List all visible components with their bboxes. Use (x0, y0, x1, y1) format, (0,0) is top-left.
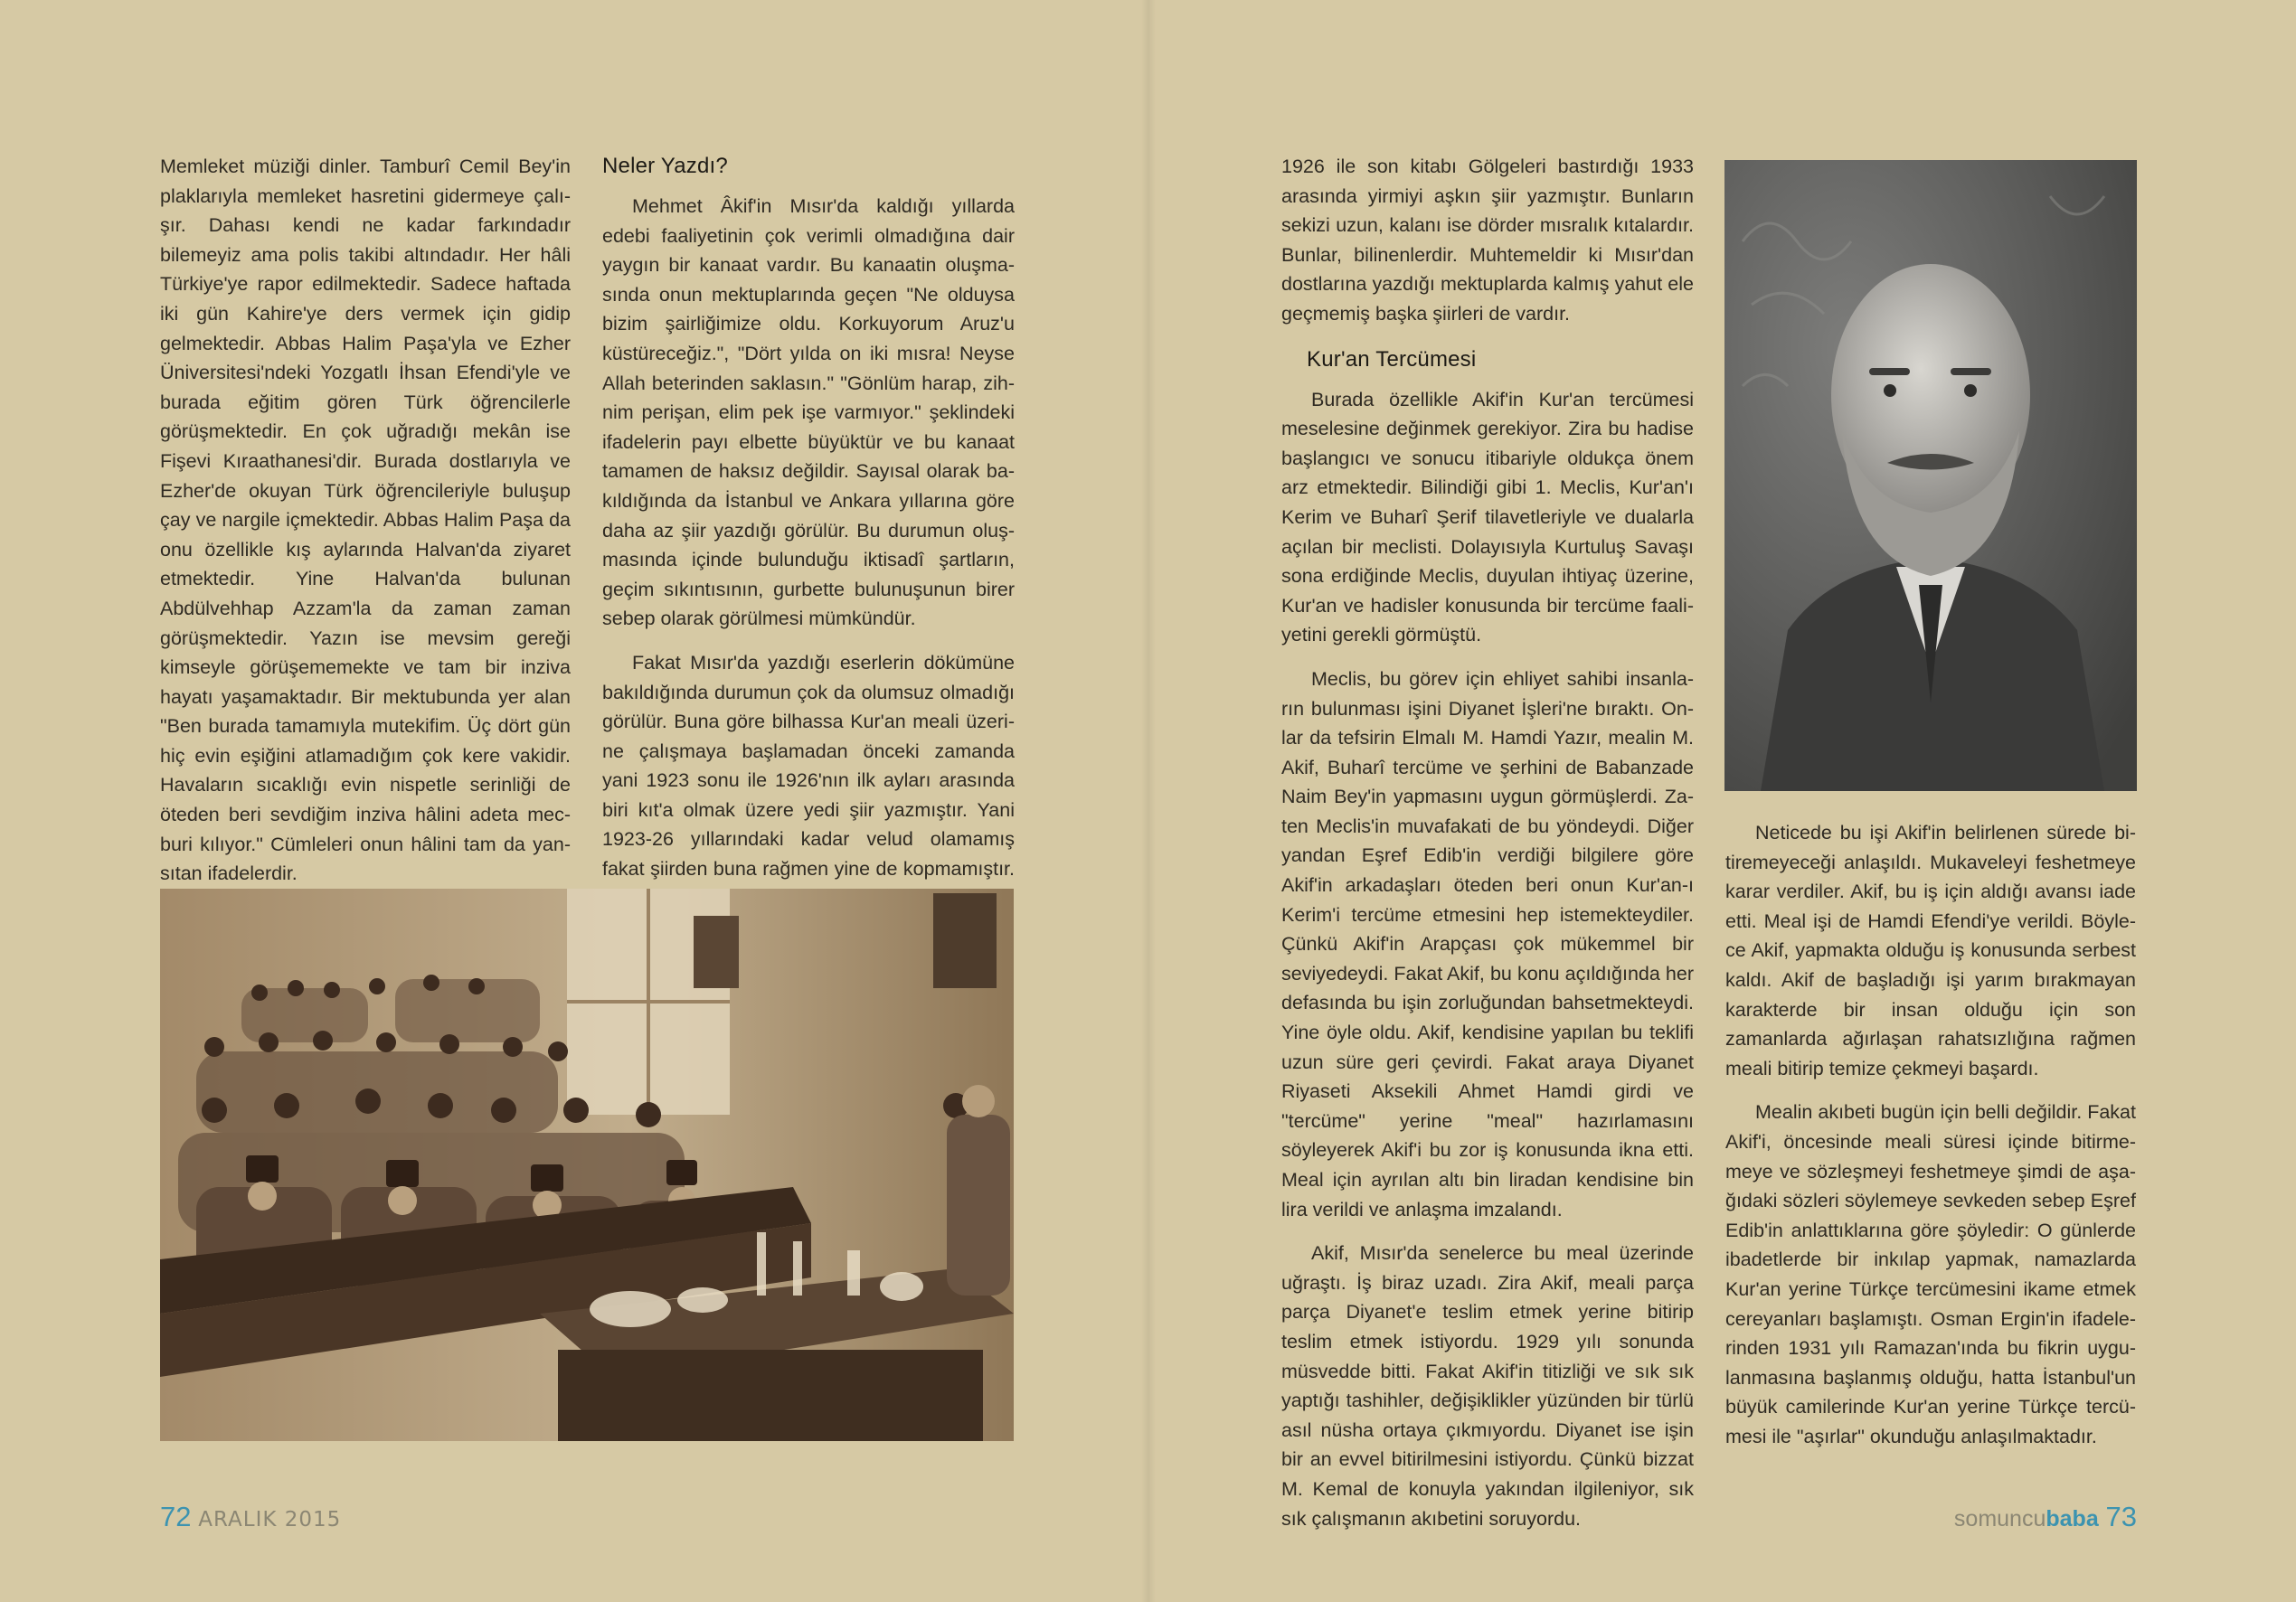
section-heading-neler-yazdi: Neler Yazdı? (602, 154, 728, 178)
body-paragraph: Neticede bu işi Akif'in belirlenen sürede bitiremeyeceği anlaşıldı. Mukaveleyi feshetmeye karar verdiler. Akif, bu iş için aldığı avansı iade etti. Meal işi de Hamdi Efendi'ye verildi. Böylece Akif, yapmakta olduğu iş konusunda serbest kaldı. Akif de başladığı işi yarım bırakmayan karakterde bir insan olduğu için son zamanlarda ağırlaşan rahatsızlığına rağmen meali bitirip temize çekmeyi başardı. (1725, 822, 2136, 1079)
page-number-right: 73 (2105, 1501, 2137, 1532)
magazine-brand-part1: somuncu (1953, 1506, 2046, 1531)
classroom-photo-illustration (160, 889, 1014, 1441)
magazine-brand-part2: baba (2046, 1506, 2099, 1531)
portrait-illustration (1724, 160, 2137, 791)
right-column-2 (1725, 818, 2136, 1451)
right-column-1 (1281, 152, 1694, 1533)
body-paragraph: Mehmet Âkif'in Mısır'da kaldığı yıllarda edebi faaliyetinin çok verimli olmadığına dair yaygın bir kanaat vardır. Bu kanaatin oluşmasında onun mektuplarında geçen "Ne olduysa bizim şairliğimize oldu. Korkuyorum Aruz'u küstüreceğiz.", "Dört yılda on iki mısra! Neyse Allah beterinden saklasın." "Gönlüm harap, zihnim perişan, elim pek işe varmıyor." şeklindeki ifadelerin payı elbette büyüktür ve bu kanaat tamamen de haksız değildir. Sayısal olarak bakıldığında da İstanbul ve Ankara yıllarına göre daha az şiir yazdığı görülür. Bu durumun oluşmasında içinde bulunduğu iktisadî şartların, geçim sıkıntısının, gurbette bulunuşunun birer sebep olarak görülmesi mümkündür. (602, 195, 1015, 630)
body-paragraph: Meclis, bu görev için ehliyet sahibi insanların bulunması işini Diyanet İşleri'ne bıraktı. Onlar da tefsirin Elmalı M. Hamdi Yazır, mealin M. Akif, Buharî tercüme ve şerhini de Babanzade Naim Bey'in yapmasını uygun görmüşlerdi. Zaten Meclis'in muvafakati de bu yöndeydi. Diğer yandan Eşref Edib'in verdiği bilgilere göre Akif'in arkadaşları öteden beri onun Kur'an-ı Kerim'i tercüme etmesini hep istemekteydiler. Çünkü Akif'in Arapçası çok mükemmel bir seviyedeydi. Fakat Akif, bu konu açıldığında her defasında bu işin zorluğundan bahsetmekteydi. Yine öyle oldu. Akif, kendisine yapılan bu teklifi uzun süre geri çevirdi. Fakat araya Diyanet Riyaseti Aksekili Ahmet Hamdi girdi ve "tercüme" yerine "meal" hazırlamasını söyleyerek Akif'i bu zor iş konusunda ikna etti. Meal için ayrılan altı bin liradan kendisine bin lira verildi ve anlaşma imzalandı. (1281, 667, 1694, 1220)
portrait-photo (1724, 160, 2137, 791)
classroom-photo (160, 889, 1014, 1441)
page-number-left: 72 (160, 1501, 192, 1532)
body-paragraph: Memleket müziği dinler. Tamburî Cemil Bey'in plaklarıyla memleket hasretini gidermeye çalışır. Dahası kendi ne kadar farkındadır bilemeyiz ama polis takibi altındadır. Her hâli Türkiye'ye rapor edilmektedir. Sadece haftada iki gün Kahire'ye ders vermek için gidip gelmektedir. Abbas Halim Paşa'yla ve Ezher Üniversitesi'ndeki Yozgatlı İhsan Efendi'yle ve burada eğitim gören Türk öğrencilerle görüşmektedir. En çok uğradığı mekân ise Fişevi Kıraathanesi'dir. Burada dostlarıyla ve Ezher'de okuyan Türk öğrencileriyle buluşup çay ve nargile içmektedir. Abbas Halim Paşa da onu özellikle kış aylarında Halvan'da ziyaret etmektedir. Yine Halvan'da bulunan Abdülvehhap Azzam'la da zaman zaman görüşmektedir. Yazın ise mevsim gereği kimseyle görüşememekte ve tam bir inziva hayatı yaşamaktadır. Bir mektubunda yer alan "Ben burada tamamıyla mutekifim. Üç dört gün hiç evin eşiğini atlamadığım çok kere vakidir. Havaların sıcaklığı evin nispetle serinliği de öteden beri sevdiğim inziva hâlini adeta mecburi kılıyor." Cümleleri onun hâlini tam da yansıtan ifadelerdir. (160, 155, 571, 885)
page-gutter (1141, 0, 1156, 1602)
body-paragraph: Akif, Mısır'da senelerce bu meal üzerinde uğraştı. İş biraz uzadı. Zira Akif, meali parça parça Diyanet'e teslim etmek yerine bitirip teslim etmek istiyordu. 1929 yılı sonunda müsvedde bitti. Fakat Akif'in titizliği ve sık sık yaptığı tashihler, değişiklikler yüzünden bir türlü asıl nüsha ortaya çıkmıyordu. Diyanet ise işin bir an evvel bitirilmesini istiyordu. Çünkü bizzat M. Kemal de konuyla yakından ilgileniyor, sık sık çalışmanın akıbetini soruyordu. (1281, 1242, 1694, 1530)
folio-right (1954, 1501, 2137, 1535)
body-paragraph: Burada özellikle Akif'in Kur'an tercümesi meselesine değinmek gerekiyor. Zira bu hadise başlangıcı ve sonucu itibariyle oldukça önem arz etmektedir. Bilindiği gibi 1. Meclis, Kur'an'ı Kerim ve Buharî Şerif tilavetleriyle ve dualarla açılan bir meclisti. Dolayısıyla Kurtuluş Savaşı sona erdiğinde Meclis, duyulan ihtiyaç üzerine, Kur'an ve hadisler konusunda bir tercüme faaliyetini gerekli görmüştü. (1281, 388, 1694, 646)
body-paragraph: Mealin akıbeti bugün için belli değildir. Fakat Akif'i, öncesinde meali süresi içinde bitirmemeye ve sözleşmeyi feshetmeye şimdi de aşağıdaki sözleri söylemeye sevkeden sebep Eşref Edib'in anlattıklarına göre şöyledir: O günlerde ibadetlerde bir inkılap yapmak, namazlarda Kur'an yerine Türkçe tercümesini ikame etmek cereyanları başlamıştı. Osman Ergin'in ifadelerinden 1931 yılı Ramazan'ında bu fikrin uygulanmasına başlanmış olduğu, hatta İstanbul'un büyük camilerinde Kur'an yerine Türkçe tercümesi ile "aşırlar" okunduğu anlaşılmaktadır. (1725, 1101, 2136, 1447)
folio-left (160, 1501, 341, 1536)
left-column-1 (160, 152, 571, 889)
section-heading-kuran-tercumesi: Kur'an Tercümesi (1307, 346, 1477, 372)
issue-date: ARALIK 2015 (198, 1508, 342, 1531)
body-paragraph: 1926 ile son kitabı Gölgeleri bastırdığı 1933 arasında yirmiyi aşkın şiir yazmıştır. Bunların sekizi uzun, kalanı ise dörder mısralık kıtalardır. Bunlar, bilinenlerdir. Muhtemeldir ki Mısır'dan dostlarına yazdığı mektuplarda kalmış yahut ele geçmemiş başka şiirleri de vardır. (1281, 155, 1694, 325)
body-paragraph: Fakat Mısır'da yazdığı eserlerin dökümüne bakıldığında durumun çok da olumsuz olmadığı görülür. Buna göre bilhassa Kur'an meali üzerine çalışmaya başlamadan önceki zamanda yani 1923 sonu ile 1926'nın ilk ayları arasında biri kıt'a olmak üzere yedi şiir yazmıştır. Yani 1923-26 yıllarındaki kadar velud olamamış fakat şiirden buna rağmen yine de kopmamıştır. (602, 651, 1015, 881)
left-column-2 (602, 152, 1015, 913)
